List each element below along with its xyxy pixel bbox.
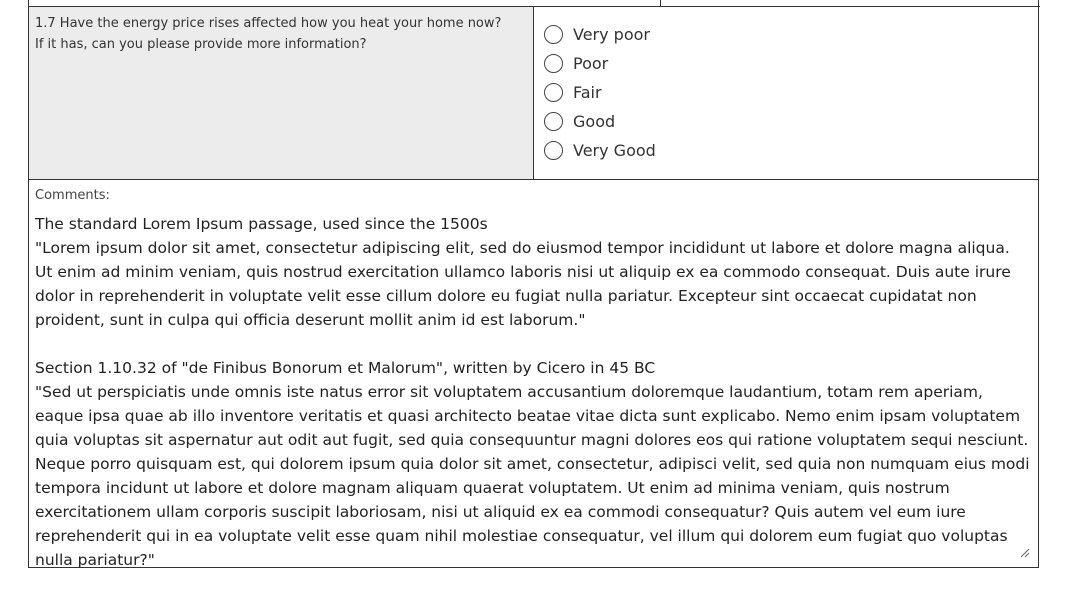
option-label: Poor — [573, 53, 609, 73]
radio-button[interactable] — [544, 83, 563, 102]
option-very-good[interactable] — [544, 138, 656, 162]
radio-button[interactable] — [544, 112, 563, 131]
survey-form — [28, 0, 1039, 568]
option-very-poor[interactable] — [544, 22, 650, 46]
question-subtext: If it has, can you please provide more information? — [35, 37, 367, 52]
option-label: Good — [573, 111, 616, 131]
radio-button[interactable] — [544, 25, 563, 44]
option-label: Fair — [573, 82, 602, 102]
option-label: Very Good — [573, 140, 656, 160]
option-good[interactable] — [544, 109, 615, 133]
option-poor[interactable] — [544, 51, 608, 75]
option-label: Very poor — [573, 24, 650, 44]
comments-section — [29, 180, 1038, 569]
comments-textarea[interactable]: The standard Lorem Ipsum passage, used since the 1500s "Lorem ipsum dolor sit amet, consectetur adipiscing elit, sed do eiusmod tempor incididunt ut labore et dolore magna aliqua. Ut enim ad minim veniam, quis nostrud exercitation ullamco laboris nisi ut aliquip ex ea commodo consequat. Duis aute irure dolor in reprehenderit in voluptate velit esse cillum dolore eu fugiat nulla pariatur. Excepteur sint occaecat cupidatat non proident, sunt in culpa qui officia deserunt mollit anim id est laborum." Section 1.10.32 of "de Finibus Bonorum et Malorum", written by Cicero in 45 BC "Sed ut perspiciatis unde omnis iste natus error sit voluptatem accusantium doloremque laudantium, totam rem aperiam, eaque ipsa quae ab illo inventore veritatis et quasi architecto beatae vitae dicta sunt explicabo. Nemo enim ipsam voluptatem quia voluptas sit aspernatur aut odit aut fugit, sed quia consequuntur magni dolores eos qui ratione voluptatem sequi nesciunt. Neque porro quisquam est, qui dolorem ipsum quia dolor sit amet, consectetur, adipisci velit, sed quia non numquam eius modi tempora incidunt ut labore et dolore magnam aliquam quaerat voluptatem. Ut enim ad minima veniam, quis nostrum exercitationem ullam corporis suscipit laboriosam, nisi ut aliquid ex ea commodi consequatur? Quis autem vel eum iure reprehenderit qui in ea voluptate velit esse quam nihil molestiae consequatur, vel illum qui dolorem eum fugiat quo voluptas nulla pariatur?" — [35, 215, 1030, 569]
option-fair[interactable] — [544, 80, 602, 104]
resize-grip-icon[interactable] — [1020, 548, 1030, 558]
question-cell — [29, 7, 534, 179]
radio-button[interactable] — [544, 54, 563, 73]
answer-options — [535, 7, 1038, 179]
radio-button[interactable] — [544, 141, 563, 160]
question-text: 1.7 Have the energy price rises affected how you heat your home now? — [35, 16, 502, 31]
comments-label: Comments: — [35, 188, 110, 203]
question-row — [29, 7, 1038, 180]
